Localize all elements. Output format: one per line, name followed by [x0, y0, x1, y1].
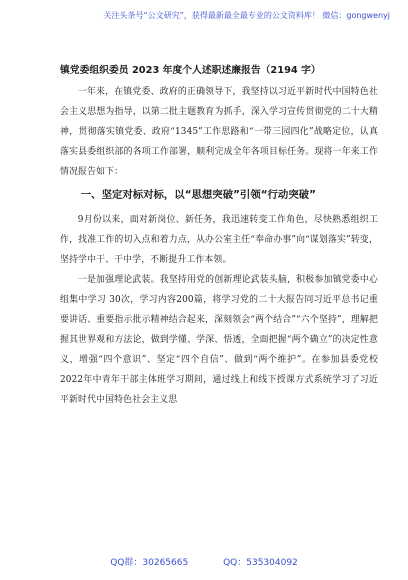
top-banner: 关注头条号“公文研究”，获得最新最全最专业的公文资料库！ 微信：gongwenyj [103, 11, 390, 20]
document-title: 镇党委组织委员 2023 年度个人述职述廉报告（2194 字） [60, 65, 321, 76]
qq-group: QQ群：30265665 [110, 558, 189, 568]
section-heading-1: 一、坚定对标对标，以“思想突破”引领“行动突破” [80, 189, 316, 201]
document-body [60, 62, 378, 410]
footer-contact [0, 555, 408, 568]
paragraph-intro: 一年来，在镇党委、政府的正确领导下，我坚持以习近平新时代中国特色社会主义思想为指导，以第二批主题教育为抓手，深入学习宣传贯彻党的二十大精神，贯彻落实镇党委、政府“1345”工作思路和“一带三园四化”战略定位，认真落实县委组织部的各项工作部署，顺利完成全年各项目标任务。现将一年来工作情况报告如下： [60, 87, 378, 177]
qq-number: QQ：535304092 [223, 558, 298, 568]
paragraph-3: 一是加强理论武装。我坚持用党的创新理论武装头脑，积极参加镇党委中心组集中学习 30次，学习内容200篇，将学习党的二十大报告同习近平总书记重要讲话、重要指示批示精神结合起来，深刻领会“两个结合”“六个坚持”，理解把握其世界观和方法论，做到学懂、学深、悟透，全面把握“两个确立”的决定性意义，增强“四个意识”、坚定“四个自信”、做到“两个维护”。在参加县委党校2022年中青年干部主体班学习期间，通过线上和线下授课方式系统学习了习近平新时代中国特色社会主义思 [60, 275, 378, 405]
paragraph-2: 9月份以来，面对新岗位、新任务，我迅速转变工作角色，尽快熟悉组织工作，找准工作的切入点和着力点，从办公室主任“奉命办事”向“谋划落实”转变，坚持学中干、干中学，不断提升工作本领。 [60, 215, 378, 265]
